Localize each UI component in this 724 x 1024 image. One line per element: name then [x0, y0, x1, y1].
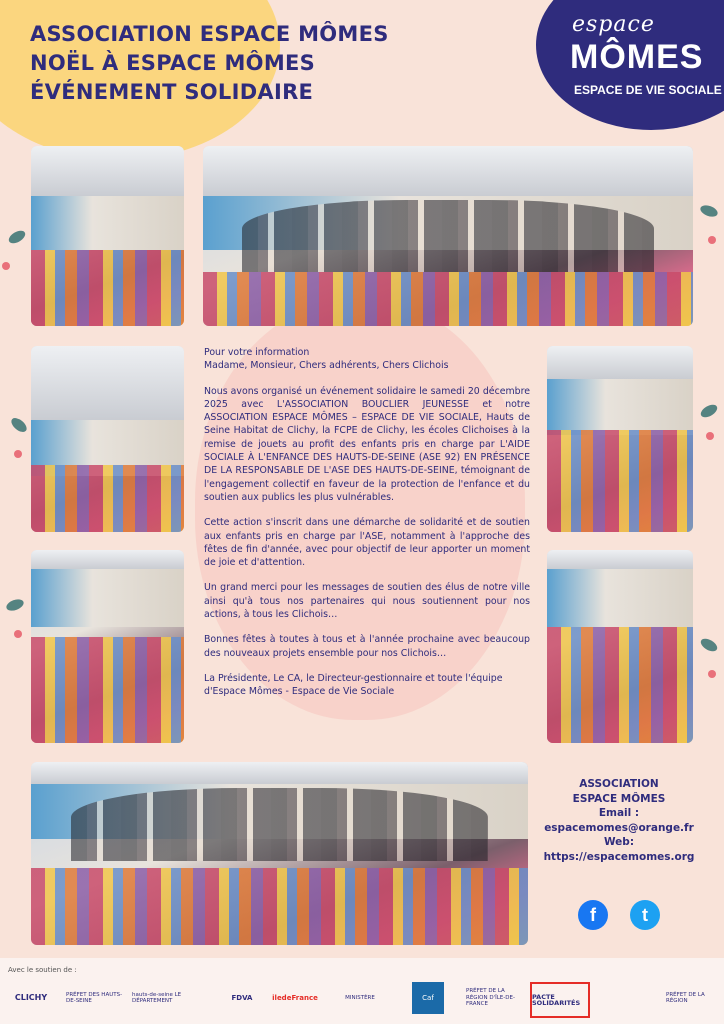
berry-decor: [2, 262, 10, 270]
email-link[interactable]: espacemomes@orange.fr: [544, 821, 694, 834]
web-link[interactable]: https://espacemomes.org: [543, 850, 695, 863]
leaf-decor: [9, 415, 29, 434]
greeting-line-2: Madame, Monsieur, Chers adhérents, Chers Clichois: [204, 360, 449, 372]
photo-group-main: [203, 146, 693, 326]
berry-decor: [708, 670, 716, 678]
photo-toy-room: [31, 146, 184, 326]
sponsor-logo: MINISTÈRE: [345, 994, 375, 1001]
web-label: Web:: [603, 836, 635, 848]
photo-toys-right: [547, 346, 693, 532]
paragraph-2: Cette action s'inscrit dans une démarche de solidarité et de soutien aux enfants pris en charge par l'ASE, notamment à l'approche des fêtes de fin d'année, avec pour objectif de leur apporter un moment de joie et d'attention.: [204, 517, 530, 569]
sponsor-label: Avec le soutien de :: [8, 966, 77, 974]
leaf-decor: [699, 402, 720, 420]
berry-decor: [14, 450, 22, 458]
sponsor-logo: CLICHY: [14, 992, 48, 1002]
logo-script-word: espace: [572, 12, 655, 37]
paragraph-4: Bonnes fêtes à toutes à tous et à l'année prochaine avec beaucoup des nouveaux projets ensemble pour nos Clichois…: [204, 634, 530, 659]
sponsor-logo: iledeFrance: [272, 993, 318, 1002]
leaf-decor: [7, 228, 28, 246]
sponsor-logo: Caf: [412, 982, 444, 1014]
sponsor-logo: hauts-de-seine LE DÉPARTEMENT: [132, 991, 182, 1004]
logo-tagline: ESPACE DE VIE SOCIALE: [574, 83, 722, 97]
leaf-decor: [5, 597, 25, 613]
paragraph-1: Nous avons organisé un événement solidaire le samedi 20 décembre 2025 avec L'ASSOCIATION BOUCLIER JEUNESSE et notre ASSOCIATION ESPACE MÔMES – ESPACE DE VIE SOCIALE, Hauts de Seine Habitat de Clichy, la FCPE de Clichy, les écoles Clichoises à la remise de jouets au profit des enfants pris en charge par L'AIDE SOCIALE À L'ENFANCE DES HAUTS-DE-SEINE (ASE 92) EN PRÉSENCE DE LA RESPONSABLE DE L'ASE DES HAUTS-DE-SEINE, témoignant de l'engagement collectif en faveur de la protection de l'enfance et du soutien aux publics les plus vulnérables.: [204, 385, 530, 503]
sponsor-logo: FDVA: [231, 993, 253, 1002]
title-line-2: NOËL À ESPACE MÔMES: [30, 51, 316, 75]
title-line-3: ÉVÉNEMENT SOLIDAIRE: [30, 80, 314, 104]
signature: La Présidente, Le CA, le Directeur-gestionnaire et toute l'équipe d'Espace Mômes - Espace de Vie Sociale: [204, 672, 503, 698]
espace-momes-logo: [536, 0, 724, 130]
photo-group-bottom: [31, 762, 528, 945]
twitter-icon[interactable]: t: [630, 900, 660, 930]
title-line-1: ASSOCIATION ESPACE MÔMES: [30, 22, 389, 46]
photo-toys-right-2: [547, 550, 693, 743]
berry-decor: [706, 432, 714, 440]
paragraph-3: Un grand merci pour les messages de soutien des élus de notre ville ainsi qu'à tous nos partenaires qui nous soutiennent pour nos actions, à tous les Clichois…: [204, 582, 530, 621]
sponsor-logo: PRÉFET DES HAUTS-DE-SEINE: [66, 991, 123, 1004]
photo-hall-left: [31, 346, 184, 532]
sponsor-logo: PACTE SOLIDARITÉS: [530, 982, 590, 1018]
logo-main-word: MÔMES: [570, 38, 704, 76]
email-label: Email :: [598, 807, 640, 819]
photo-toys-left: [31, 550, 184, 743]
facebook-icon[interactable]: f: [578, 900, 608, 930]
sponsor-logo: PRÉFET DE LA RÉGION D'ÎLE-DE-FRANCE: [466, 988, 515, 1008]
contact-org-line-2: ESPACE MÔMES: [572, 792, 666, 805]
page-title: [30, 20, 490, 107]
greeting-line-1: Pour votre information: [204, 347, 310, 358]
berry-decor: [708, 236, 716, 244]
contact-block: [540, 777, 698, 864]
contact-org-line-1: ASSOCIATION: [579, 778, 659, 790]
leaf-decor: [699, 203, 719, 219]
berry-decor: [14, 630, 22, 638]
letter-text: [204, 346, 530, 711]
leaf-decor: [699, 636, 720, 654]
sponsor-logo: PRÉFET DE LA RÉGION: [666, 991, 705, 1004]
